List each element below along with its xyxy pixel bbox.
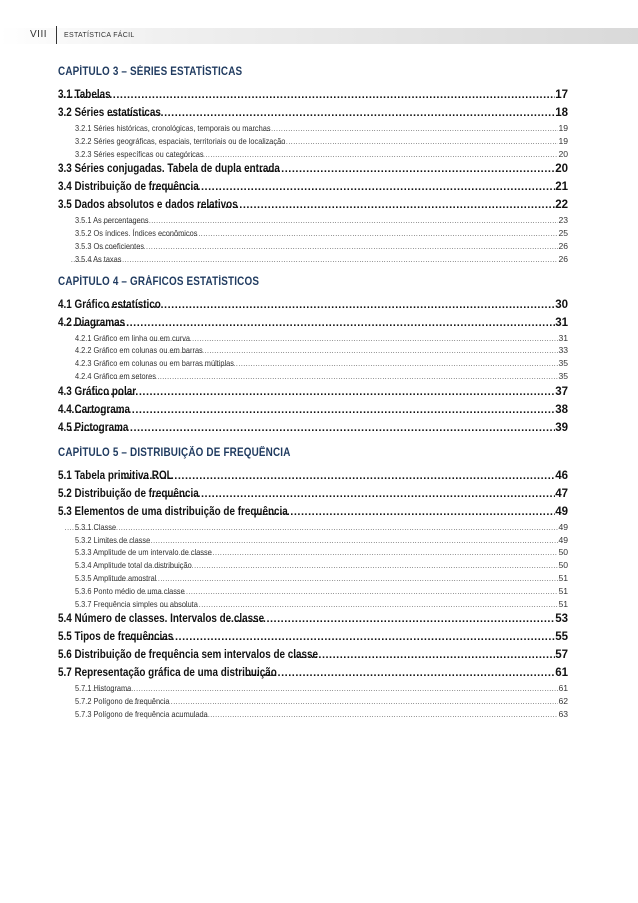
toc-page-number: 26 <box>558 240 568 251</box>
toc-entry-title: 5.3.7 Frequência simples ou absoluta <box>75 598 198 609</box>
toc-page-number: 51 <box>558 585 568 596</box>
toc-section-entry[interactable] <box>58 160 568 178</box>
toc-dot-leader <box>101 216 558 227</box>
toc-dot-leader <box>121 628 556 646</box>
toc-dot-leader <box>143 587 558 598</box>
toc-subsection-entry[interactable] <box>58 227 568 240</box>
toc-section-entry[interactable] <box>58 296 568 314</box>
toc-page-number: 37 <box>555 385 568 398</box>
toc-dot-leader <box>110 574 558 585</box>
toc-page-number: 35 <box>558 358 568 369</box>
chapter-heading: CAPÍTULO 3 – SÉRIES ESTATÍSTICAS <box>58 66 243 78</box>
toc-subsection-entry[interactable] <box>58 598 568 611</box>
toc-page-number: 39 <box>555 421 568 434</box>
toc-dot-leader <box>150 334 559 345</box>
toc-page-number: 61 <box>558 683 568 694</box>
toc-subsection-entry[interactable] <box>58 695 568 708</box>
toc-page-number: 50 <box>558 547 568 558</box>
toc-section-entry[interactable] <box>58 178 568 196</box>
table-of-contents <box>58 60 568 721</box>
toc-dot-leader <box>81 684 558 695</box>
toc-page-number: 30 <box>555 298 568 311</box>
toc-dot-leader <box>126 697 559 708</box>
toc-entry-title: 5.3.5 Amplitude amostral <box>75 572 157 583</box>
toc-section-entry[interactable] <box>58 383 568 401</box>
toc-dot-leader <box>150 178 555 196</box>
toc-subsection-entry[interactable] <box>58 370 568 383</box>
toc-dot-leader <box>170 710 558 721</box>
toc-subsection-entry[interactable] <box>58 332 568 345</box>
toc-section-entry[interactable] <box>58 628 568 646</box>
toc-entry-title: 3.5.1 As percentagens <box>75 215 149 226</box>
toc-page-number: 17 <box>555 89 568 101</box>
toc-dot-leader <box>110 372 558 383</box>
toc-section-entry[interactable] <box>58 485 568 503</box>
toc-section-entry[interactable] <box>58 646 568 664</box>
toc-entry-title: 5.3.1 Classe <box>75 521 117 532</box>
toc-entry-title: 5.2 Distribuição de frequência <box>58 487 199 500</box>
toc-dot-leader <box>120 467 555 485</box>
toc-page-number: 50 <box>558 560 568 571</box>
toc-page-number: 55 <box>555 631 568 644</box>
toc-page-number: 31 <box>558 332 568 343</box>
toc-section-entry[interactable] <box>58 196 568 214</box>
toc-page-number: 20 <box>555 163 568 176</box>
toc-dot-leader <box>152 561 559 572</box>
toc-entry-title: 3.2 Séries estatísticas <box>58 107 161 119</box>
toc-subsection-entry[interactable] <box>58 534 568 547</box>
toc-entry-title: 5.7 Representação gráfica de uma distribuição <box>58 667 277 680</box>
toc-dot-leader <box>158 229 558 240</box>
toc-entry-title: 3.1 Tabelas <box>58 89 111 101</box>
toc-dot-leader <box>96 242 558 253</box>
toc-subsection-entry[interactable] <box>58 344 568 357</box>
toc-page-number: 61 <box>555 667 568 680</box>
toc-entry-title: 5.4 Número de classes. Intervalos de classe <box>58 613 265 626</box>
toc-section-entry[interactable] <box>58 314 568 332</box>
toc-subsection-entry[interactable] <box>58 682 568 695</box>
toc-entry-title: 4.1 Gráfico estatístico <box>58 298 161 311</box>
toc-subsection-entry[interactable] <box>58 253 568 266</box>
toc-page-number: 23 <box>558 215 568 226</box>
toc-dot-leader <box>175 548 559 559</box>
toc-page-number: 46 <box>555 469 568 482</box>
toc-dot-leader <box>245 160 556 178</box>
toc-entry-title: 5.3.2 Limites de classe <box>75 534 151 545</box>
toc-dot-leader <box>65 314 556 332</box>
toc-dot-leader <box>103 536 558 547</box>
toc-entry-title: 5.6 Distribuição de frequência sem intervalos de classe <box>58 649 319 662</box>
toc-entry-title: 3.5.3 Os coeficientes <box>75 240 145 251</box>
toc-dot-leader <box>70 255 559 266</box>
toc-page-number: 20 <box>558 148 568 159</box>
toc-page-number: 31 <box>555 316 568 329</box>
toc-page-number: 49 <box>558 534 568 545</box>
toc-page-number: 62 <box>558 696 568 707</box>
toc-entry-title: 5.7.3 Polígono de frequência acumulada <box>75 708 208 719</box>
toc-entry-title: 5.3 Elementos de uma distribuição de frequência <box>58 505 288 518</box>
toc-dot-leader <box>77 383 555 401</box>
toc-subsection-entry[interactable] <box>58 521 568 534</box>
toc-dot-leader <box>165 150 558 161</box>
toc-section-entry[interactable] <box>58 610 568 628</box>
toc-section-entry[interactable] <box>58 401 568 419</box>
toc-entry-title: 4.5 Pictograma <box>58 421 129 434</box>
toc-page-number: 19 <box>558 123 568 133</box>
toc-section-entry[interactable] <box>58 104 568 122</box>
toc-page-number: 38 <box>555 403 568 416</box>
toc-page-number: 22 <box>555 199 568 212</box>
running-head-title: ESTATÍSTICA FÁCIL <box>64 32 135 39</box>
toc-entry-title: 4.2.4 Gráfico em setores <box>75 370 156 381</box>
toc-page-number: 49 <box>558 521 568 532</box>
toc-page-number: 57 <box>555 649 568 662</box>
toc-entry-title: 4.2.2 Gráfico em colunas ou em barras <box>75 345 203 356</box>
toc-section-entry[interactable] <box>58 664 568 682</box>
toc-dot-leader <box>70 401 555 419</box>
toc-entry-title: 5.3.3 Amplitude de um intervalo de classe <box>75 547 212 558</box>
toc-subsection-entry[interactable] <box>58 546 568 559</box>
toc-entry-title: 4.2 Diagramas <box>58 316 126 329</box>
toc-dot-leader <box>241 664 555 682</box>
toc-entry-title: 5.3.4 Amplitude total da distribuição <box>75 560 192 571</box>
chapter-heading: CAPÍTULO 5 – DISTRIBUIÇÃO DE FREQUÊNCIA <box>58 446 291 459</box>
toc-dot-leader <box>68 419 555 437</box>
toc-page-number: 21 <box>555 181 568 194</box>
toc-dot-leader <box>196 196 556 214</box>
toc-page-number: 49 <box>555 505 568 518</box>
toc-entry-title: 5.1 Tabela primitiva ROL <box>58 469 173 482</box>
toc-subsection-entry[interactable] <box>58 214 568 227</box>
toc-entry-title: 3.5.4 As taxas <box>75 253 122 264</box>
toc-dot-leader <box>106 104 555 122</box>
toc-section-entry[interactable] <box>58 86 568 104</box>
toc-entry-title: 5.3.6 Ponto médio de uma classe <box>75 585 185 596</box>
toc-entry-title: 3.3 Séries conjugadas. Tabela de dupla entrada <box>58 163 280 176</box>
toc-dot-leader <box>260 137 558 148</box>
toc-dot-leader <box>58 86 555 104</box>
toc-entry-title: 4.2.1 Gráfico em linha ou em curva <box>75 332 191 343</box>
toc-entry-title: 3.2.1 Séries históricas, cronológicas, temporais ou marchas <box>75 123 271 133</box>
toc-page-number: 33 <box>558 345 568 356</box>
toc-subsection-entry[interactable] <box>58 559 568 572</box>
toc-page-number: 53 <box>555 613 568 626</box>
toc-subsection-entry[interactable] <box>58 240 568 253</box>
toc-entry-title: 3.2.3 Séries específicas ou categóricas <box>75 148 204 159</box>
toc-dot-leader <box>164 346 558 357</box>
toc-subsection-entry[interactable] <box>58 357 568 370</box>
chapter-heading: CAPÍTULO 4 – GRÁFICOS ESTATÍSTICOS <box>58 275 260 288</box>
toc-dot-leader <box>226 610 555 628</box>
toc-entry-title: 5.7.2 Polígono de frequência <box>75 696 170 707</box>
header-divider <box>56 26 57 44</box>
toc-subsection-entry[interactable] <box>58 135 568 148</box>
toc-entry-title: 3.2.2 Séries geográficas, espaciais, territoriais ou de localização <box>75 135 286 146</box>
toc-page-number: 19 <box>558 135 568 146</box>
toc-page-number: 26 <box>558 253 568 264</box>
page-number: VIII <box>30 29 48 40</box>
toc-entry-title: 4.3 Gráfico polar <box>58 385 137 398</box>
toc-subsection-entry[interactable] <box>58 572 568 585</box>
toc-entry-title: 3.4 Distribuição de frequência <box>58 181 199 194</box>
toc-page-number: 63 <box>558 708 568 719</box>
toc-entry-title: 4.4 Cartograma <box>58 403 131 416</box>
toc-section-entry[interactable] <box>58 467 568 485</box>
toc-subsection-entry[interactable] <box>58 148 568 161</box>
toc-subsection-entry[interactable] <box>58 708 568 721</box>
toc-page-number: 18 <box>555 107 568 119</box>
toc-dot-leader <box>64 523 559 534</box>
toc-dot-leader <box>106 296 555 314</box>
toc-dot-leader <box>243 124 558 135</box>
toc-entry-title: 5.7.1 Histograma <box>75 683 132 694</box>
toc-section-entry[interactable] <box>58 503 568 521</box>
toc-dot-leader <box>289 646 555 664</box>
toc-subsection-entry[interactable] <box>58 585 568 598</box>
toc-section-entry[interactable] <box>58 419 568 437</box>
toc-subsection-entry[interactable] <box>58 122 568 135</box>
toc-page-number: 51 <box>558 598 568 609</box>
toc-entry-title: 4.2.3 Gráfico em colunas ou em barras múltiplas <box>75 358 234 369</box>
toc-page-number: 25 <box>558 228 568 239</box>
toc-page-number: 47 <box>555 487 568 500</box>
toc-dot-leader <box>201 359 559 370</box>
toc-dot-leader <box>159 600 559 611</box>
toc-dot-leader <box>150 485 555 503</box>
toc-entry-title: 3.5.2 Os índices. Índices econômicos <box>75 228 198 239</box>
toc-entry-title: 5.5 Tipos de frequências <box>58 631 174 644</box>
toc-dot-leader <box>254 503 555 521</box>
toc-entry-title: 3.5 Dados absolutos e dados relativos <box>58 199 238 212</box>
toc-page-number: 51 <box>558 572 568 583</box>
toc-page-number: 35 <box>558 370 568 381</box>
